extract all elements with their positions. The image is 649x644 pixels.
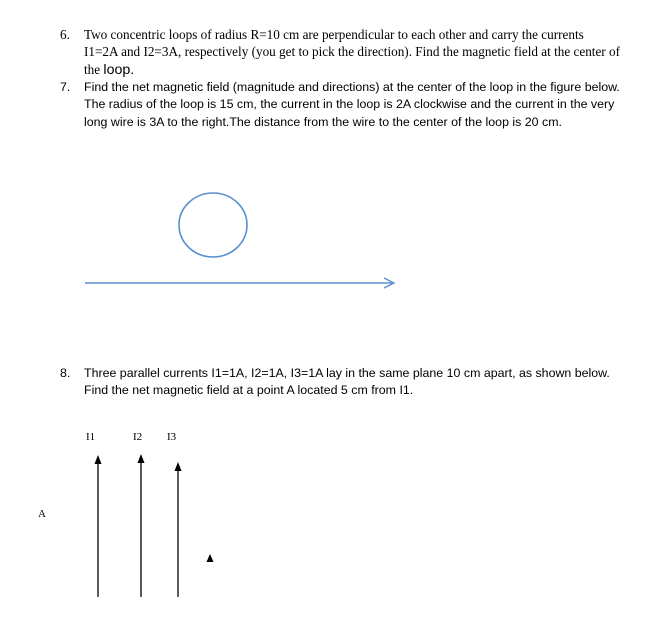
problem-7-number: 7.	[60, 80, 71, 94]
arrowhead-up-icon	[138, 454, 145, 463]
arrowhead-up-icon	[95, 455, 102, 464]
current-i1-arrow	[95, 455, 102, 597]
problem-8-number: 8.	[60, 366, 71, 380]
stray-arrowhead-icon	[207, 554, 214, 562]
label-point-a: A	[38, 508, 46, 520]
current-i3-arrow	[175, 462, 182, 597]
problem-6-number: 6.	[60, 27, 70, 42]
problem-8-text: Three parallel currents I1=1A, I2=1A, I3=1A lay in the same plane 10 cm apart, as shown below. Find the net magnetic field at a point A located 5 cm from I1.	[84, 366, 610, 398]
label-i1: I1	[86, 431, 96, 443]
problem-7-text: Find the net magnetic field (magnitude and directions) at the center of the loop in the figure below. The radius of the loop is 15 cm, the current in the loop is 2A clockwise and the current in the very long wire is 3A to the right.The distance from the wire to the center of the loop is 20 cm.	[84, 80, 620, 129]
arrowhead-up-icon	[175, 462, 182, 471]
problem-6-last-word: loop.	[103, 61, 135, 78]
current-i2-arrow	[138, 454, 145, 597]
label-i3: I3	[167, 431, 177, 443]
label-i2: I2	[133, 431, 143, 443]
problem-6-body: Two concentric loops of radius R=10 cm are perpendicular to each other and carry the currents I1=2A and I2=3A, respectively (you get to pick the direction). Find the magnetic field at the center of the	[84, 27, 620, 77]
